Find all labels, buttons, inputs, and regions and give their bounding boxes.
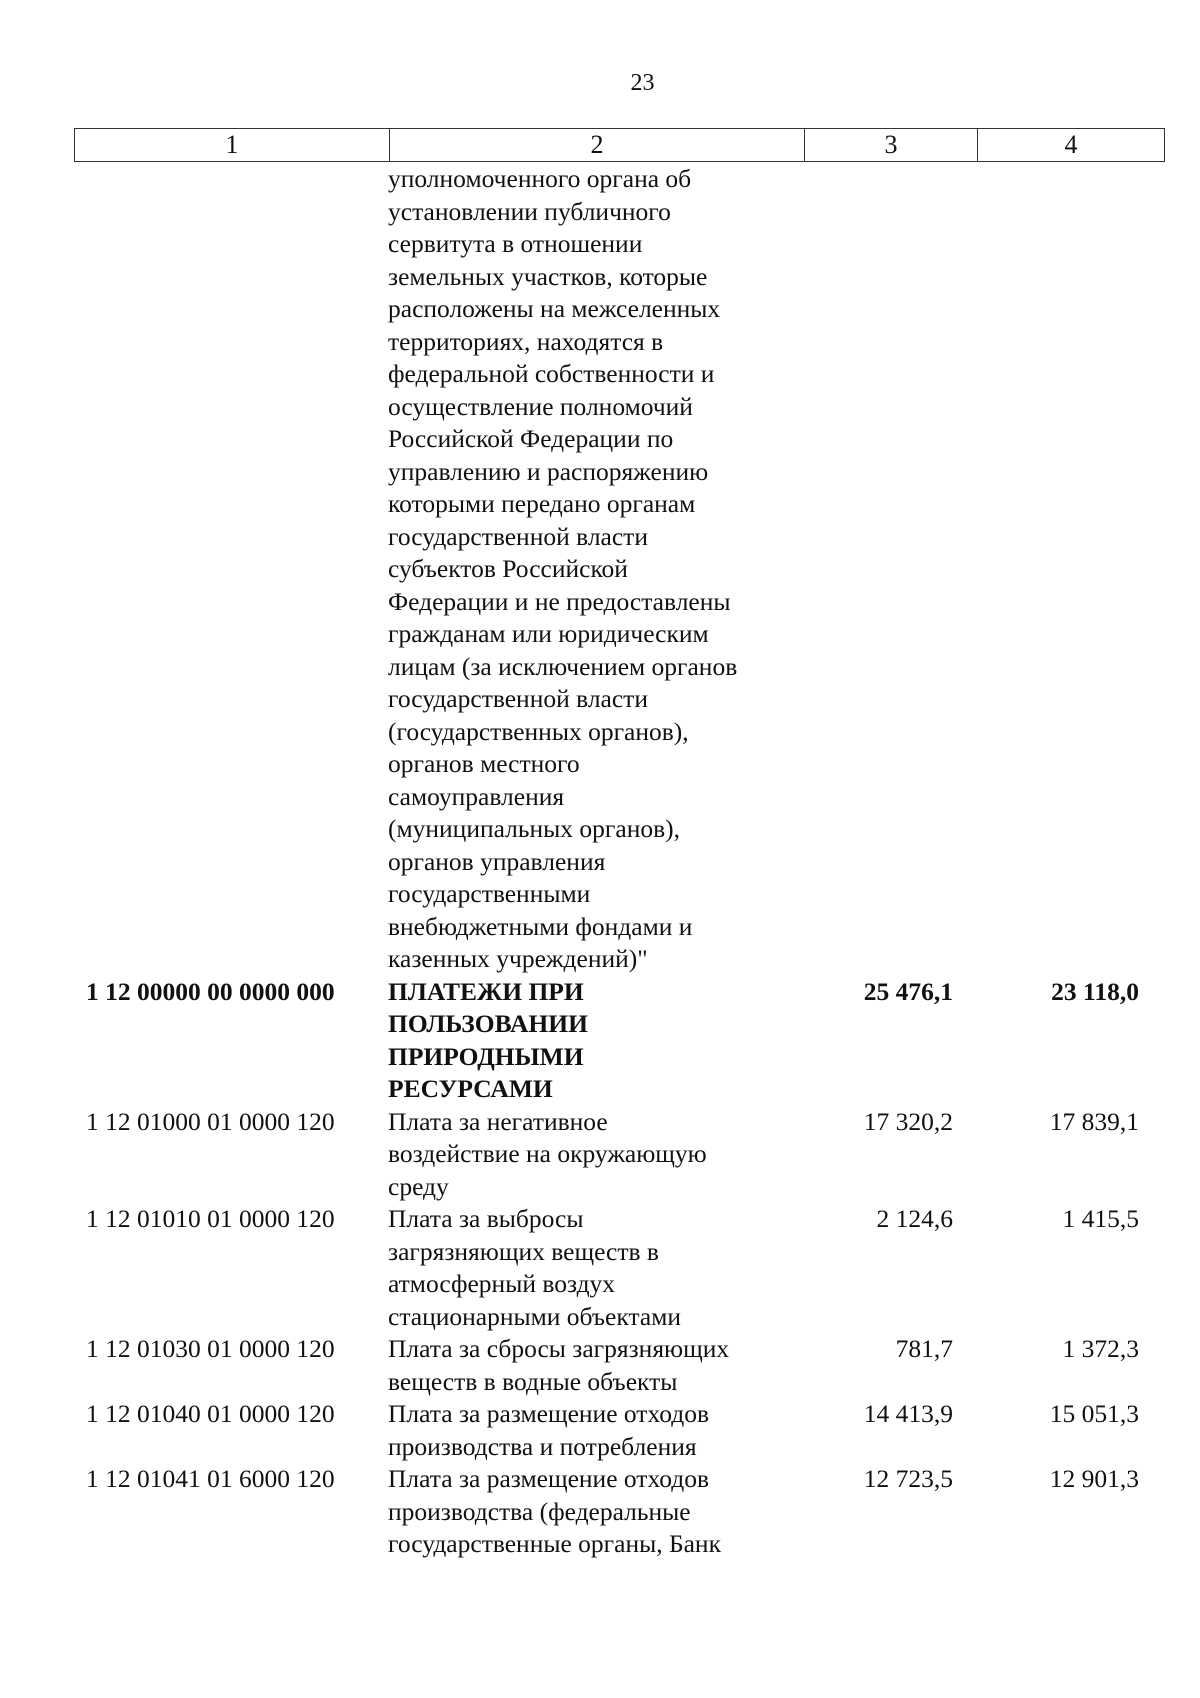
row-name: ПЛАТЕЖИ ПРИ ПОЛЬЗОВАНИИ ПРИРОДНЫМИ РЕСУРСАМИ (388, 976, 588, 1103)
page-number: 23 (630, 70, 655, 96)
row-code: 1 12 01000 01 0000 120 (86, 1106, 335, 1136)
row-value-col3: 781,7 (895, 1334, 953, 1363)
header-col-3: 3 (805, 129, 978, 162)
row-value-col3: 14 413,9 (863, 1399, 953, 1428)
row-name: уполномоченного органа об установлении публичного сервитута в отношении земельных участков, которые расположены на межселенных территориях, находятся в федеральной собственности и осуществление полномочий Российской Федерации по управлению и распоряжению которыми передано органам государственной власти субъектов Российской Федерации и не предоставлены гражданам или юридическим лицам (за исключением органов государственной власти (государственных органов), органов местного самоуправления (муниципальных органов), органов управления государственными внебюджетными фондами и казенных учреждений)" (388, 164, 738, 973)
table-body (74, 163, 1162, 1561)
row-value-col3: 17 320,2 (863, 1106, 953, 1136)
row-value-col4: 12 901,3 (1049, 1464, 1139, 1493)
header-col-2: 2 (390, 129, 805, 162)
row-value-col4: 17 839,1 (1049, 1106, 1139, 1136)
row-code: 1 12 00000 00 0000 000 (86, 976, 335, 1006)
table-row-section (74, 976, 1162, 1106)
row-value-col4: 23 118,0 (1051, 976, 1139, 1006)
row-code: 1 12 01030 01 0000 120 (86, 1334, 335, 1363)
row-code: 1 12 01040 01 0000 120 (86, 1399, 335, 1428)
table-row (74, 1333, 1162, 1398)
row-value-col3: 12 723,5 (863, 1464, 953, 1493)
row-value-col3: 25 476,1 (863, 976, 953, 1006)
table-row (74, 1463, 1162, 1561)
row-code: 1 12 01010 01 0000 120 (86, 1204, 335, 1233)
table-row (74, 1398, 1162, 1463)
row-name: Плата за выбросы загрязняющих веществ в атмосферный воздух стационарными объектами (388, 1204, 681, 1331)
row-name: Плата за размещение отходов производства (федеральные государственные органы, Банк (388, 1464, 721, 1558)
row-name: Плата за размещение отходов производства и потребления (388, 1399, 710, 1461)
table-row (74, 1106, 1162, 1204)
row-name: Плата за негативное воздействие на окружающую среду (388, 1106, 707, 1201)
row-name: Плата за сбросы загрязняющих веществ в водные объекты (388, 1334, 730, 1396)
header-col-4: 4 (978, 129, 1165, 162)
table-row (74, 1203, 1162, 1333)
table-row (74, 163, 1162, 976)
row-value-col4: 1 415,5 (1062, 1204, 1139, 1233)
row-value-col4: 15 051,3 (1049, 1399, 1139, 1428)
row-value-col3: 2 124,6 (876, 1204, 953, 1233)
row-value-col4: 1 372,3 (1062, 1334, 1139, 1363)
row-code: 1 12 01041 01 6000 120 (86, 1464, 335, 1493)
table-header (74, 128, 1165, 162)
header-col-1: 1 (75, 129, 390, 162)
